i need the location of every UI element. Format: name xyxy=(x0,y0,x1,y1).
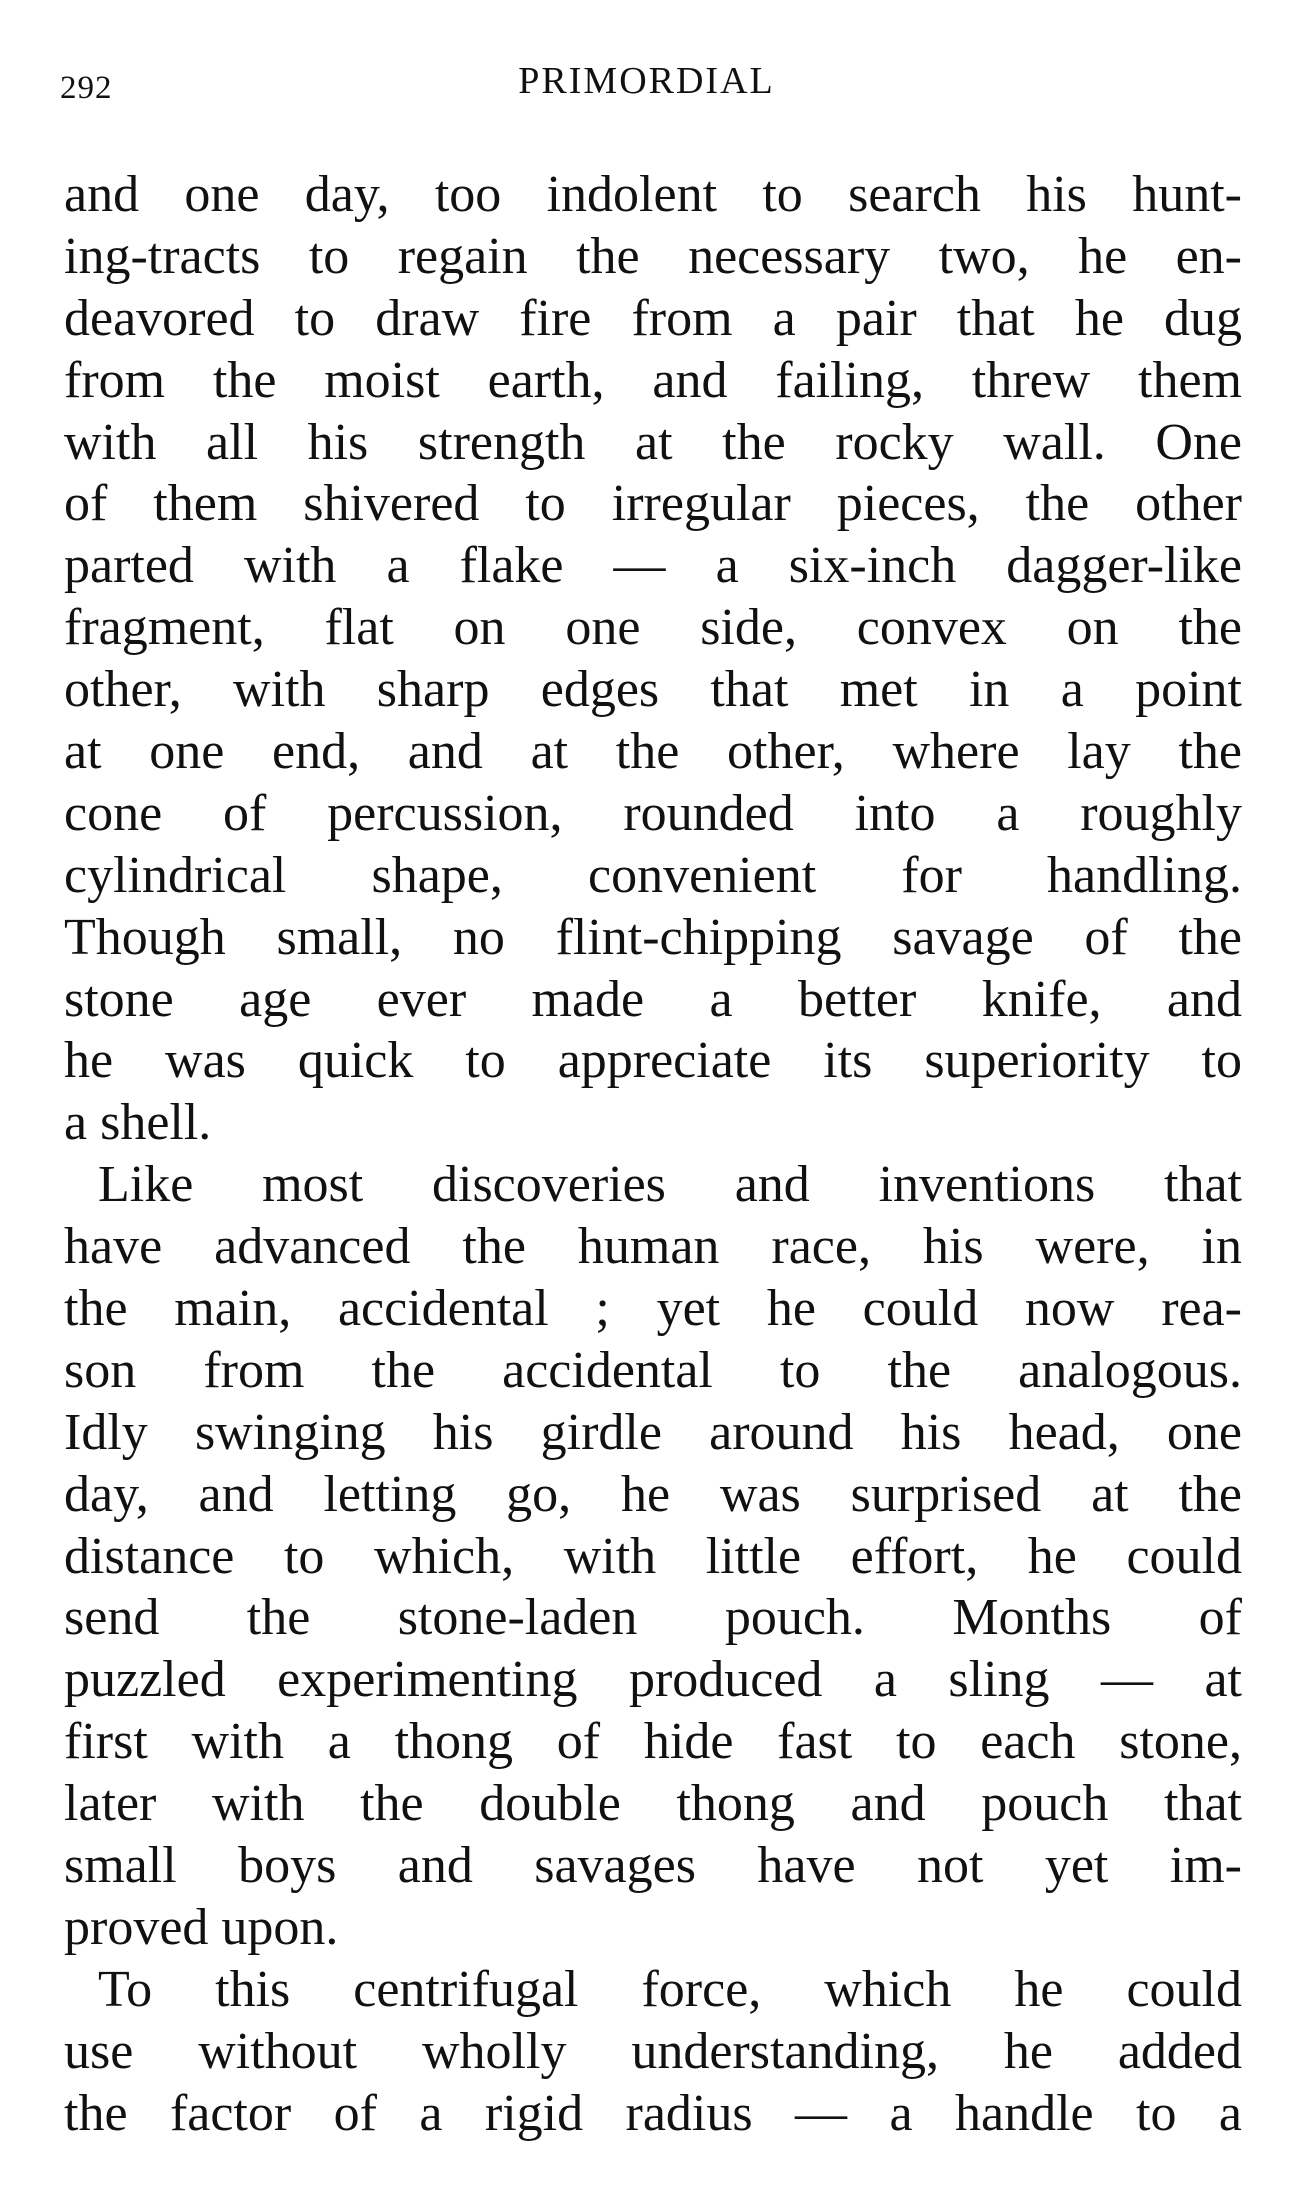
text-line: To this centrifugal force, which he could xyxy=(98,1960,1242,2018)
text-line: other, with sharp edges that met in a point xyxy=(64,661,1242,719)
text-line: Idly swinging his girdle around his head, one xyxy=(64,1403,1242,1461)
text-line: first with a thong of hide fast to each stone, xyxy=(64,1713,1242,1771)
text-line: puzzled experimenting produced a sling — at xyxy=(64,1651,1242,1709)
text-line: fragment, flat on one side, convex on the xyxy=(64,599,1242,657)
text-line: later with the double thong and pouch that xyxy=(64,1775,1242,1833)
text-line: small boys and savages have not yet im- xyxy=(64,1837,1242,1895)
running-title: PRIMORDIAL xyxy=(518,60,775,102)
text-line: the main, accidental ; yet he could now rea- xyxy=(64,1280,1242,1338)
text-line: distance to which, with little effort, he could xyxy=(64,1527,1242,1585)
text-line: day, and letting go, he was surprised at the xyxy=(64,1465,1242,1523)
text-line: at one end, and at the other, where lay the xyxy=(64,723,1242,781)
text-line: ing-tracts to regain the necessary two, he en- xyxy=(64,227,1242,285)
text-line: a shell. xyxy=(64,1094,212,1152)
text-line: stone age ever made a better knife, and xyxy=(64,970,1242,1028)
text-line: with all his strength at the rocky wall. One xyxy=(64,413,1242,471)
text-line: from the moist earth, and failing, threw them xyxy=(64,351,1242,409)
text-line: use without wholly understanding, he added xyxy=(64,2022,1242,2080)
text-line: and one day, too indolent to search his hunt- xyxy=(64,166,1242,223)
text-line: deavored to draw fire from a pair that he dug xyxy=(64,289,1242,347)
text-line: son from the accidental to the analogous. xyxy=(64,1341,1242,1399)
text-line: parted with a flake — a six-inch dagger-like xyxy=(64,537,1242,595)
page-number: 292 xyxy=(60,70,113,106)
text-line: the factor of a rigid radius — a handle to a xyxy=(64,2084,1242,2142)
text-line: Though small, no flint-chipping savage of the xyxy=(64,908,1242,966)
text-line: send the stone-laden pouch. Months of xyxy=(64,1589,1242,1647)
text-line: cylindrical shape, convenient for handling. xyxy=(64,846,1242,904)
body-text xyxy=(64,164,1242,2145)
text-line: cone of percussion, rounded into a roughly xyxy=(64,784,1242,842)
text-line: of them shivered to irregular pieces, the other xyxy=(64,475,1242,533)
text-line: Like most discoveries and inventions that xyxy=(98,1156,1242,1214)
text-line: have advanced the human race, his were, in xyxy=(64,1218,1242,1276)
text-line: proved upon. xyxy=(64,1898,339,1956)
text-line: he was quick to appreciate its superiority to xyxy=(64,1032,1242,1090)
